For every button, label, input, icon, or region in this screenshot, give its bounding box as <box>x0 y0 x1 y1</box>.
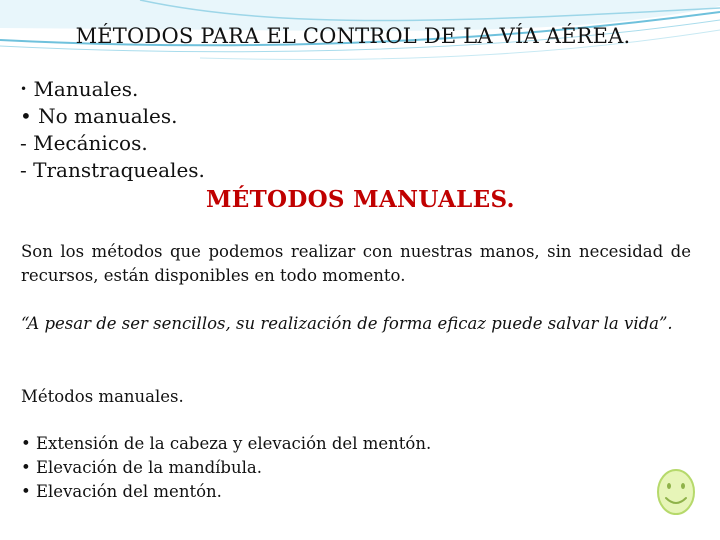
manual-methods-list <box>21 432 431 504</box>
description-paragraph: Son los métodos que podemos realizar con nuestras manos, sin necesidad de recursos, están disponibles en todo momento. <box>21 242 691 285</box>
bullet: • <box>21 458 31 477</box>
bullet: • <box>20 82 28 96</box>
smiley-face-icon <box>656 468 696 516</box>
section-subtitle: MÉTODOS MANUALES. <box>206 186 515 213</box>
list-item-label: Elevación del mentón. <box>35 482 222 501</box>
methods-heading: Métodos manuales. <box>21 387 184 406</box>
list-item-label: Manuales. <box>33 77 139 101</box>
list-item-label: Elevación de la mandíbula. <box>35 458 262 477</box>
list-item <box>20 103 205 130</box>
list-item: - Transtraqueales. <box>20 158 205 182</box>
method-categories-list <box>20 76 205 184</box>
list-item-label: No manuales. <box>38 104 178 128</box>
list-item <box>20 76 205 103</box>
list-item <box>21 480 431 504</box>
list-item: - Mecánicos. <box>20 131 148 155</box>
quote-paragraph: “A pesar de ser sencillos, su realización de forma eficaz puede salvar la vida”. <box>21 314 673 333</box>
bullet: • <box>21 482 31 501</box>
list-item <box>21 432 431 456</box>
bullet: • <box>21 434 31 453</box>
list-item-label: Extensión de la cabeza y elevación del mentón. <box>35 434 432 453</box>
page-title: MÉTODOS PARA EL CONTROL DE LA VÍA AÉREA. <box>75 24 631 48</box>
bullet: • <box>20 104 32 128</box>
list-item <box>21 456 431 480</box>
